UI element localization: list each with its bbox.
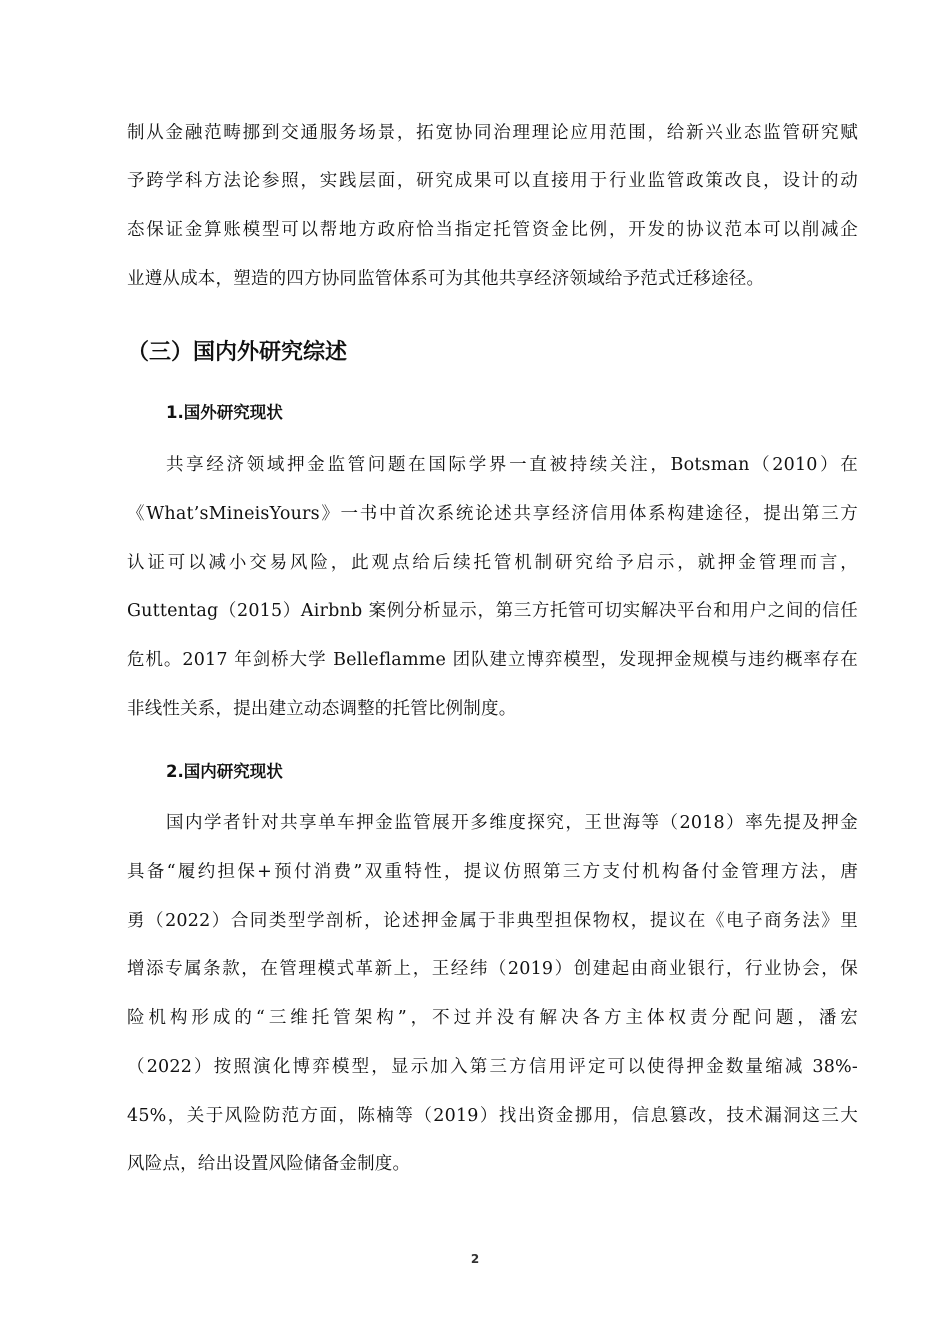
domestic-research-heading: 2.国内研究现状 (166, 762, 283, 781)
domestic-line-6: （2022）按照演化博弈模型，显示加入第三方信用评定可以使得押金数量缩减 38%- (127, 1057, 858, 1077)
foreign-line-4: Guttentag（2015）Airbnb 案例分析显示，第三方托管可切实解决平台和用户之间的信任 (127, 601, 858, 621)
foreign-line-2: 《What’sMineisYours》一书中首次系统论述共享经济信用体系构建途径，提出第三方 (127, 504, 858, 524)
foreign-line-6: 非线性关系，提出建立动态调整的托管比例制度。 (127, 699, 517, 719)
page-number: 2 (470, 1252, 480, 1266)
foreign-line-3: 认证可以减小交易风险，此观点给后续托管机制研究给予启示，就押金管理而言， (127, 553, 858, 573)
domestic-line-3: 勇（2022）合同类型学剖析，论述押金属于非典型担保物权，提议在《电子商务法》里 (127, 911, 858, 931)
domestic-line-8: 风险点，给出设置风险储备金制度。 (127, 1154, 411, 1174)
domestic-line-5: 险机构形成的“三维托管架构”，不过并没有解决各方主体权责分配问题，潘宏 (127, 1008, 858, 1028)
foreign-line-1: 共享经济领域押金监管问题在国际学界一直被持续关注，Botsman（2010）在 (166, 455, 858, 475)
foreign-research-heading: 1.国外研究现状 (166, 403, 283, 422)
section-heading: （三）国内外研究综述 (127, 340, 348, 365)
intro-line-1: 制从金融范畴挪到交通服务场景，拓宽协同治理理论应用范围，给新兴业态监管研究赋 (127, 123, 858, 143)
domestic-line-1: 国内学者针对共享单车押金监管展开多维度探究，王世海等（2018）率先提及押金 (166, 813, 858, 833)
intro-line-2: 予跨学科方法论参照，实践层面，研究成果可以直接用于行业监管政策改良，设计的动 (127, 171, 858, 191)
domestic-line-2: 具备“履约担保+预付消费”双重特性，提议仿照第三方支付机构备付金管理方法，唐 (127, 862, 858, 882)
domestic-line-4: 增添专属条款，在管理模式革新上，王经纬（2019）创建起由商业银行，行业协会，保 (127, 959, 858, 979)
domestic-line-7: 45%，关于风险防范方面，陈楠等（2019）找出资金挪用，信息篡改，技术漏洞这三大 (127, 1106, 858, 1126)
intro-line-3: 态保证金算账模型可以帮地方政府恰当指定托管资金比例，开发的协议范本可以削减企 (127, 220, 858, 240)
intro-line-4: 业遵从成本，塑造的四方协同监管体系可为其他共享经济领域给予范式迁移途径。 (127, 269, 765, 289)
foreign-line-5: 危机。2017 年剑桥大学 Belleflamme 团队建立博弈模型，发现押金规模与违约概率存在 (127, 650, 858, 670)
